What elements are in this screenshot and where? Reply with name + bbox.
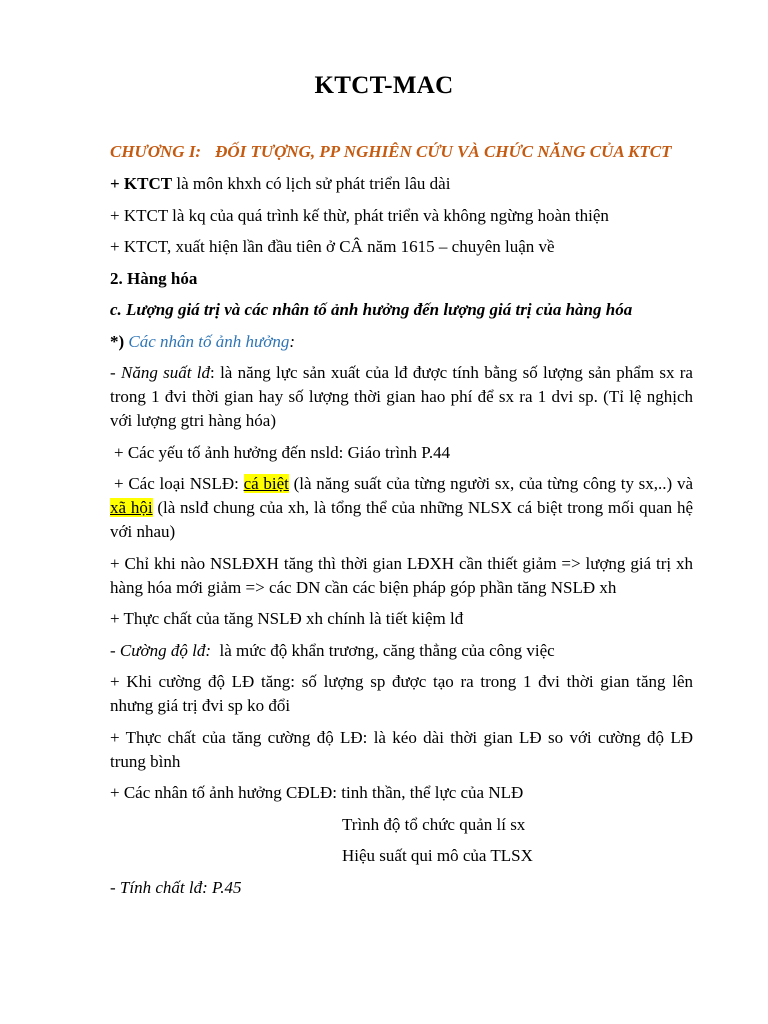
types-mid: (là năng suất của từng người sx, của từng công ty sx,..) và (288, 474, 693, 493)
highlight-xa-hoi: xã hội (110, 498, 153, 517)
nature-dash: - (110, 877, 120, 897)
section-heading-2: 2. Hàng hóa (110, 268, 198, 288)
types-paragraph (110, 472, 693, 544)
chapter-heading (110, 140, 693, 164)
intro-line-2: + KTCT là kq của quá trình kế thừ, phát triển và không ngừng hoàn thiện (110, 205, 609, 225)
nature-line (110, 876, 693, 900)
intensity-term: Cường độ lđ: (119, 640, 211, 660)
factors-label: Các nhân tố ảnh hưởng (128, 331, 290, 351)
chapter-text: ĐỐI TƯỢNG, PP NGHIÊN CỨU VÀ CHỨC NĂNG CỦA KTCT (215, 142, 672, 161)
cdld-factors-line: + Các nhân tố ảnh hưởng CĐLĐ: tinh thần, thể lực của NLĐ (110, 783, 524, 802)
only-when-paragraph: + Chỉ khi nào NSLĐXH tăng thì thời gian LĐXH cần thiết giảm => lượng giá trị xh hàng hóa mới giảm => các DN cần các biện pháp góp phần tăng NSLĐ xh (110, 553, 693, 597)
essence-nsld-line: + Thực chất của tăng NSLĐ xh chính là tiết kiệm lđ (110, 609, 464, 628)
factors-marker: *) (110, 331, 125, 351)
chapter-label: CHƯƠNG I: (110, 142, 202, 161)
intensity-up-paragraph: + Khi cường độ LĐ tăng: số lượng sp được tạo ra trong 1 đvi thời gian tăng lên nhưng giá trị đvi sp ko đổi (110, 672, 693, 715)
productivity-dash: - (110, 363, 121, 382)
document-title: KTCT-MAC (314, 72, 454, 99)
factors-heading (110, 330, 693, 354)
types-post: (là nslđ chung của xh, là tổng thể của những NLSX cá biệt trong mối quan hệ với nhau) (110, 498, 693, 541)
document-body (110, 140, 693, 907)
factors-colon: : (289, 331, 296, 351)
productivity-term: Năng suất lđ (120, 363, 211, 382)
types-pre: + Các loại NSLĐ: (114, 474, 244, 493)
essence-intensity-paragraph: + Thực chất của tăng cường độ LĐ: là kéo dài thời gian LĐ so với cường độ LĐ trung bình (110, 727, 693, 771)
intensity-line (110, 639, 693, 663)
intro-text: là môn khxh có lịch sử phát triển lâu dài (172, 174, 451, 193)
intro-line-1 (110, 172, 693, 196)
cdld-item-2: Trình độ tổ chức quản lí sx (342, 814, 526, 834)
intro-line-3: + KTCT, xuất hiện lần đầu tiên ở CÂ năm 1615 – chuyên luận về (110, 237, 555, 256)
cdld-item-3: Hiệu suất qui mô của TLSX (342, 846, 533, 865)
intensity-dash: - (110, 640, 120, 660)
intensity-text: là mức độ khẩn trương, căng thẳng của công việc (211, 640, 555, 660)
productivity-text: : là năng lực sản xuất của lđ được tính bằng số lượng sản phẩm sx ra trong 1 đvi thời gian hay số lượng thời gian hao phí để sx ra 1 dvi sp. (Tỉ lệ nghịch với lượng gtri hàng hóa) (110, 363, 693, 430)
highlight-ca-biet: cá biệt (243, 474, 289, 493)
nature-term: Tính chất lđ: P.45 (119, 877, 242, 897)
section-heading-c: c. Lượng giá trị và các nhân tố ảnh hưởng đến lượng giá trị của hàng hóa (110, 300, 633, 319)
productivity-paragraph (110, 361, 693, 433)
intro-bold: + KTCT (110, 174, 173, 193)
factors-nsld-line: + Các yếu tố ảnh hưởng đến nsld: Giáo trình P.44 (114, 442, 451, 462)
